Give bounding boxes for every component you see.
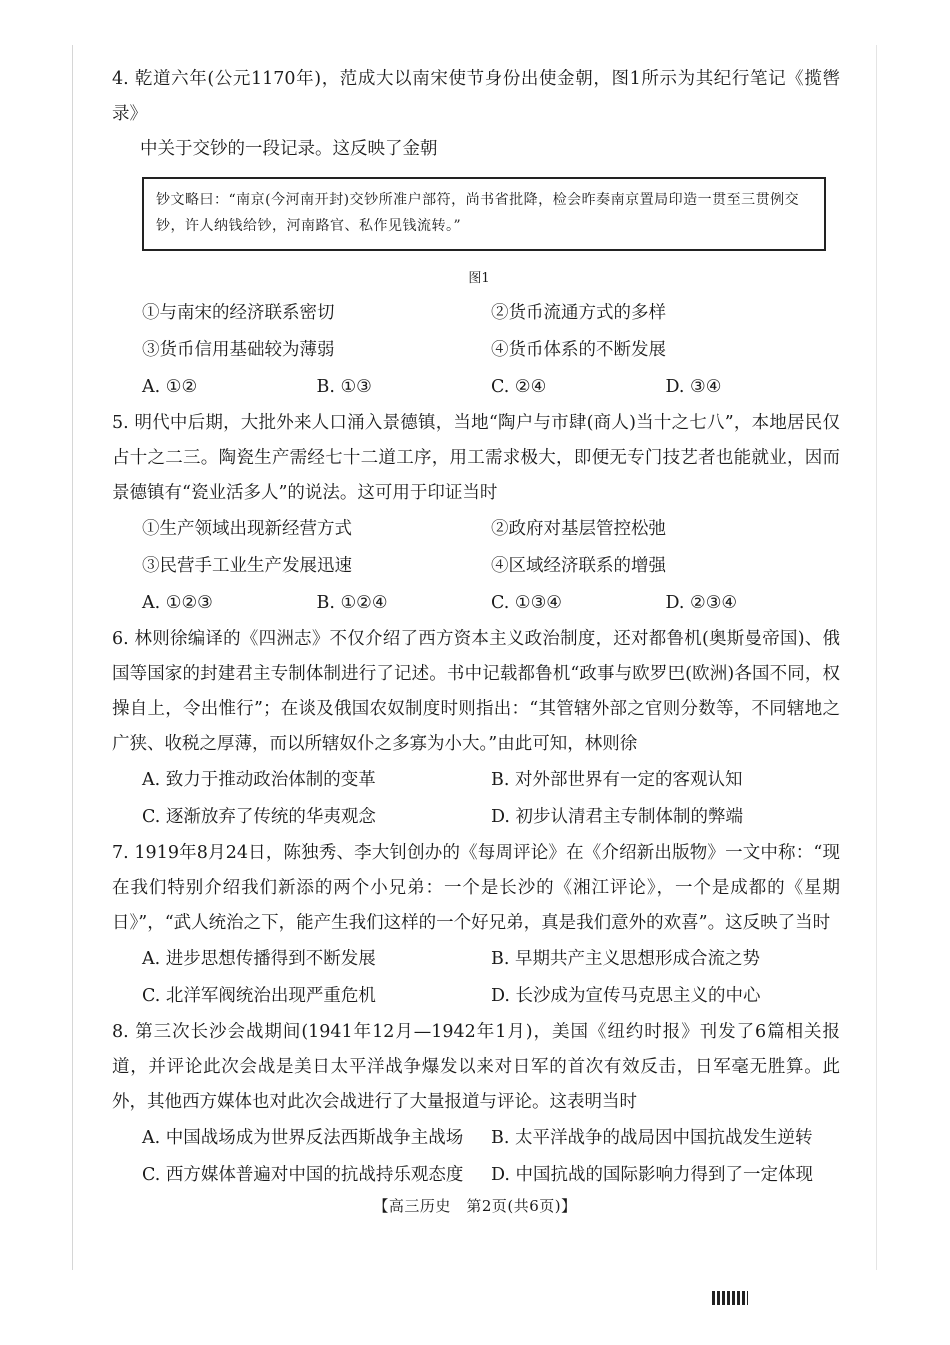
- choice-c: C. 逐渐放弃了传统的华夷观念: [142, 807, 376, 827]
- qr-code-icon: [712, 1291, 748, 1305]
- list-item: ③货币信用基础较为薄弱: [142, 340, 335, 360]
- question-4-choices: [118, 369, 840, 406]
- choice-c: C. 北洋军阀统治出现严重危机: [142, 986, 376, 1006]
- page-edge-right: [876, 45, 877, 1270]
- question-5: [112, 406, 840, 622]
- choice-b: B. ①③: [316, 377, 372, 397]
- question-8-stem: 8. 第三次长沙会战期间(1941年12月—1942年1月)，美国《纽约时报》刊发了6篇相关报道，并评论此次会战是美日太平洋战争爆发以来对日军的首次有效反击，日军毫无胜算。此外，其他西方媒体也对此次会战进行了大量报道与评论。这表明当时: [112, 1022, 840, 1112]
- question-4-items: [118, 295, 840, 369]
- choice-b: B. 太平洋战争的战局因中国抗战发生逆转: [491, 1128, 813, 1148]
- question-4-stem-line2: 中关于交钞的一段记录。这反映了金朝: [140, 139, 438, 159]
- question-7-choices: [118, 941, 840, 1015]
- question-4-quote-box: 钞文略曰：“南京(今河南开封)交钞所准户部符，尚书省批降，检会昨奏南京置局印造一贯至三贯例交钞，许人纳钱给钞，河南路官、私作见钱流转。”: [142, 177, 826, 251]
- choice-d: D. ③④: [665, 377, 722, 397]
- choice-b: B. ①②④: [316, 593, 388, 613]
- question-7: [112, 836, 840, 1015]
- list-item: ①与南宋的经济联系密切: [142, 303, 335, 323]
- choice-d: D. 长沙成为宣传马克思主义的中心: [491, 986, 761, 1006]
- choice-a: A. 致力于推动政治体制的变革: [142, 770, 376, 790]
- question-6-stem: 6. 林则徐编译的《四洲志》不仅介绍了西方资本主义政治制度，还对都鲁机(奥斯曼帝国)、俄国等国家的封建君主专制体制进行了记述。书中记载都鲁机“政事与欧罗巴(欧洲)各国不同，权操自上，令出惟行”；在谈及俄国农奴制度时则指出：“其管辖外部之官则分数等，不同辖地之广狭、收税之厚薄，而以所辖奴仆之多寡为小大。”由此可知，林则徐: [112, 629, 840, 754]
- figure-caption: 图1: [468, 271, 490, 286]
- list-item: ②货币流通方式的多样: [491, 303, 666, 323]
- choice-a: A. ①②③: [142, 593, 213, 613]
- question-7-stem: 7. 1919年8月24日，陈独秀、李大钊创办的《每周评论》在《介绍新出版物》一文中称：“现在我们特别介绍我们新添的两个小兄弟：一个是长沙的《湘江评论》，一个是成都的《星期日》”，“武人统治之下，能产生我们这样的一个好兄弟，真是我们意外的欢喜”。这反映了当时: [112, 843, 840, 933]
- choice-d: D. 中国抗战的国际影响力得到了一定体现: [491, 1165, 814, 1185]
- question-5-choices: [118, 585, 840, 622]
- question-8-choices: [118, 1120, 840, 1194]
- list-item: ②政府对基层管控松弛: [491, 519, 666, 539]
- question-6-choices: [118, 762, 840, 836]
- choice-c: C. ②④: [491, 377, 547, 397]
- question-5-items: [118, 511, 840, 585]
- page-footer: 【高三历史 第2页(共6页)】: [373, 1197, 577, 1215]
- list-item: ④货币体系的不断发展: [491, 340, 666, 360]
- choice-d: D. ②③④: [665, 593, 738, 613]
- page-edge-left: [72, 45, 73, 1270]
- choice-b: B. 早期共产主义思想形成合流之势: [491, 949, 760, 969]
- question-8: [112, 1015, 840, 1194]
- choice-c: C. ①③④: [491, 593, 562, 613]
- choice-b: B. 对外部世界有一定的客观认知: [491, 770, 743, 790]
- choice-c: C. 西方媒体普遍对中国的抗战持乐观态度: [142, 1165, 464, 1185]
- question-5-stem: 5. 明代中后期，大批外来人口涌入景德镇，当地“陶户与市肆(商人)当十之七八”，本地居民仅占十之二三。陶瓷生产需经七十二道工序，用工需求极大，即便无专门技艺者也能就业，因而景德镇有“瓷业活多人”的说法。这可用于印证当时: [112, 413, 840, 503]
- list-item: ④区域经济联系的增强: [491, 556, 666, 576]
- question-4: [112, 62, 840, 406]
- choice-a: A. 中国战场成为世界反法西斯战争主战场: [142, 1128, 464, 1148]
- list-item: ①生产领域出现新经营方式: [142, 519, 352, 539]
- choice-d: D. 初步认清君主专制体制的弊端: [491, 807, 744, 827]
- page-content: [112, 62, 840, 1194]
- corner-mark: [712, 1288, 922, 1308]
- question-6: [112, 622, 840, 836]
- question-4-stem-line1: 4. 乾道六年(公元1170年)，范成大以南宋使节身份出使金朝，图1所示为其纪行笔记《揽辔录》: [112, 69, 840, 124]
- choice-a: A. ①②: [142, 377, 198, 397]
- choice-a: A. 进步思想传播得到不断发展: [142, 949, 376, 969]
- list-item: ③民营手工业生产发展迅速: [142, 556, 352, 576]
